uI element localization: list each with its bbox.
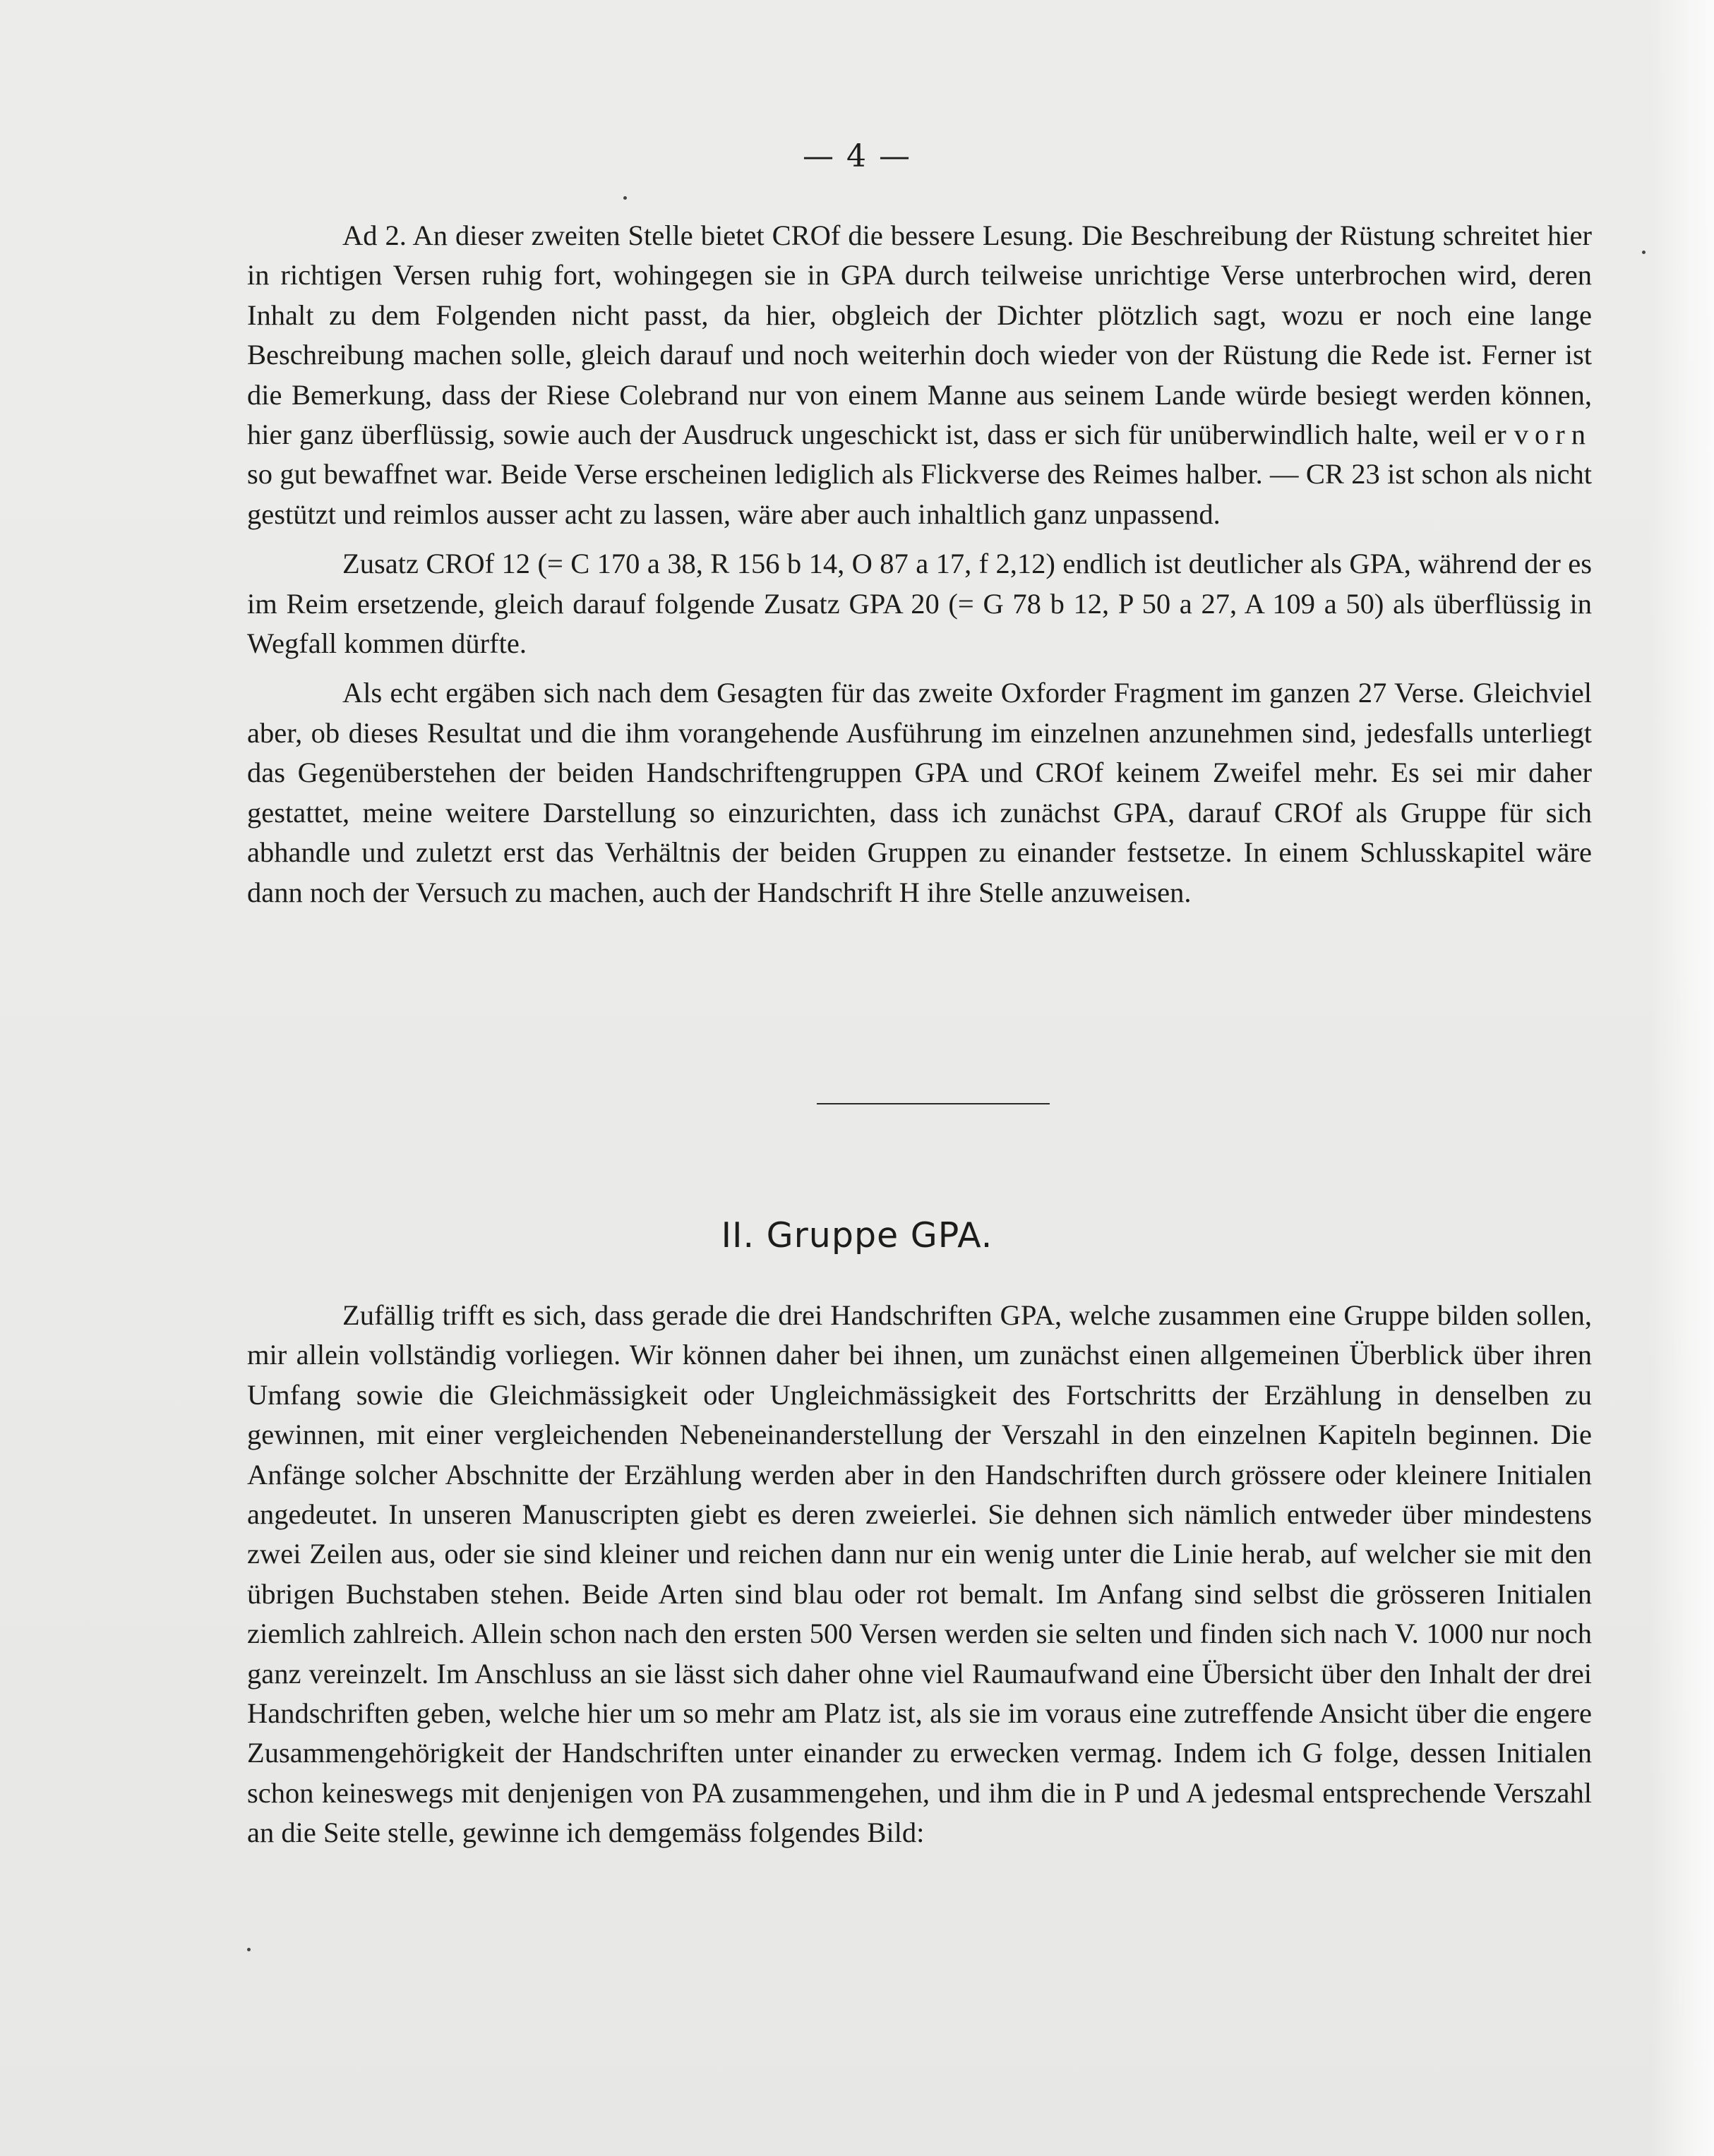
page-edge-shadow bbox=[1650, 0, 1714, 2156]
paragraph-als-echt: Als echt ergäben sich nach dem Gesagten für das zweite Oxforder Fragment im ganzen 27 Verse. Gleichviel aber, ob dieses Resultat und die ihm vorangehende Ausführung im einzelnen anzunehmen sind, jedesfalls unterliegt das Gegenüberstehen der beiden Handschriftengruppen GPA und CROf keinem Zweifel mehr. Es sei mir daher gestattet, meine weitere Darstellung so einzurichten, dass ich zunächst GPA, darauf CROf als Gruppe für sich abhandle und zuletzt erst das Verhältnis der beiden Gruppen zu einander festsetze. In einem Schlusskapitel wäre dann noch der Versuch zu machen, auch der Handschrift H ihre Stelle anzuweisen. bbox=[247, 677, 1592, 908]
paragraph-ad2 bbox=[247, 216, 1592, 534]
page-number: — 4 — bbox=[803, 138, 911, 174]
speck bbox=[247, 1948, 251, 1951]
paragraph-zusatz: Zusatz CROf 12 (= C 170 a 38, R 156 b 14, O 87 a 17, f 2,12) endlich ist deutlicher als GPA, während der es im Reim ersetzende, gleich darauf folgende Zusatz GPA 20 (= G 78 b 12, P 50 a 27, A 109 a 50) als überflüssig in Wegfall kommen dürfte. bbox=[247, 548, 1592, 660]
paragraph-ad2-tail: so gut bewaffnet war. Beide Verse erscheinen lediglich als Flickverse des Reimes halber. — CR 23 ist schon als nicht gestützt und reimlos ausser acht zu lassen, wäre aber auch inhaltlich ganz unpassend. bbox=[247, 458, 1592, 530]
section-heading: II. Gruppe GPA. bbox=[721, 1215, 993, 1255]
section-divider bbox=[817, 1103, 1050, 1104]
paragraph-zufaellig: Zufällig trifft es sich, dass gerade die drei Handschriften GPA, welche zusammen eine Gruppe bilden sollen, mir allein vollständig vorliegen. Wir können daher bei ihnen, um zunächst einen allgemeinen Überblick über ihren Umfang sowie die Gleichmässigkeit oder Ungleichmässigkeit des Fortschritts der Erzählung in denselben zu gewinnen, mit einer vergleichenden Nebeneinanderstellung der Verszahl in den einzelnen Kapiteln beginnen. Die Anfänge solcher Abschnitte der Erzählung werden aber in den Handschriften durch grössere oder kleinere Initialen angedeutet. In unseren Manuscripten giebt es deren zweierlei. Sie dehnen sich nämlich entweder über mindestens zwei Zeilen aus, oder sie sind kleiner und reichen dann nur ein wenig unter die Linie herab, auf welcher sie mit den übrigen Buchstaben stehen. Beide Arten sind blau oder rot bemalt. Im Anfang sind selbst die grösseren Initialen ziemlich zahlreich. Allein schon nach den ersten 500 Versen werden sie selten und finden sich nach V. 1000 nur noch ganz vereinzelt. Im Anschluss an sie lässt sich daher ohne viel Raumaufwand eine Übersicht über den Inhalt der drei Handschriften geben, welche hier um so mehr am Platz ist, als sie im voraus eine zutreffende Ansicht über die engere Zusammengehörigkeit der Handschriften unter einander zu erwecken vermag. Indem ich G folge, dessen Initialen schon keineswegs mit denjenigen von PA zusammengehen, und ihm die in P und A jedesmal entsprechende Verszahl an die Seite stelle, gewinne ich demgemäss folgendes Bild: bbox=[247, 1299, 1592, 1849]
emphasized-word: vorn bbox=[1514, 418, 1592, 451]
speck bbox=[1642, 251, 1646, 254]
section-2-text bbox=[247, 1296, 1592, 1853]
section-1-text bbox=[247, 216, 1592, 913]
paragraph-ad2-text: Ad 2. An dieser zweiten Stelle bietet CROf die bessere Lesung. Die Beschreibung der Rüstung schreitet hier in richtigen Versen ruhig fort, wohingegen sie in GPA durch teilweise unrichtige Verse unterbrochen wird, deren Inhalt zu dem Folgenden nicht passt, da hier, obgleich der Dichter plötzlich sagt, wozu er noch eine lange Beschreibung machen solle, gleich darauf und noch weiterhin doch wieder von der Rüstung die Rede ist. Ferner ist die Bemerkung, dass der Riese Colebrand nur von einem Manne aus seinem Lande würde besiegt werden können, hier ganz überflüssig, sowie auch der Ausdruck ungeschickt ist, dass er sich für unüberwindlich halte, weil er bbox=[247, 219, 1592, 451]
speck bbox=[623, 196, 627, 200]
